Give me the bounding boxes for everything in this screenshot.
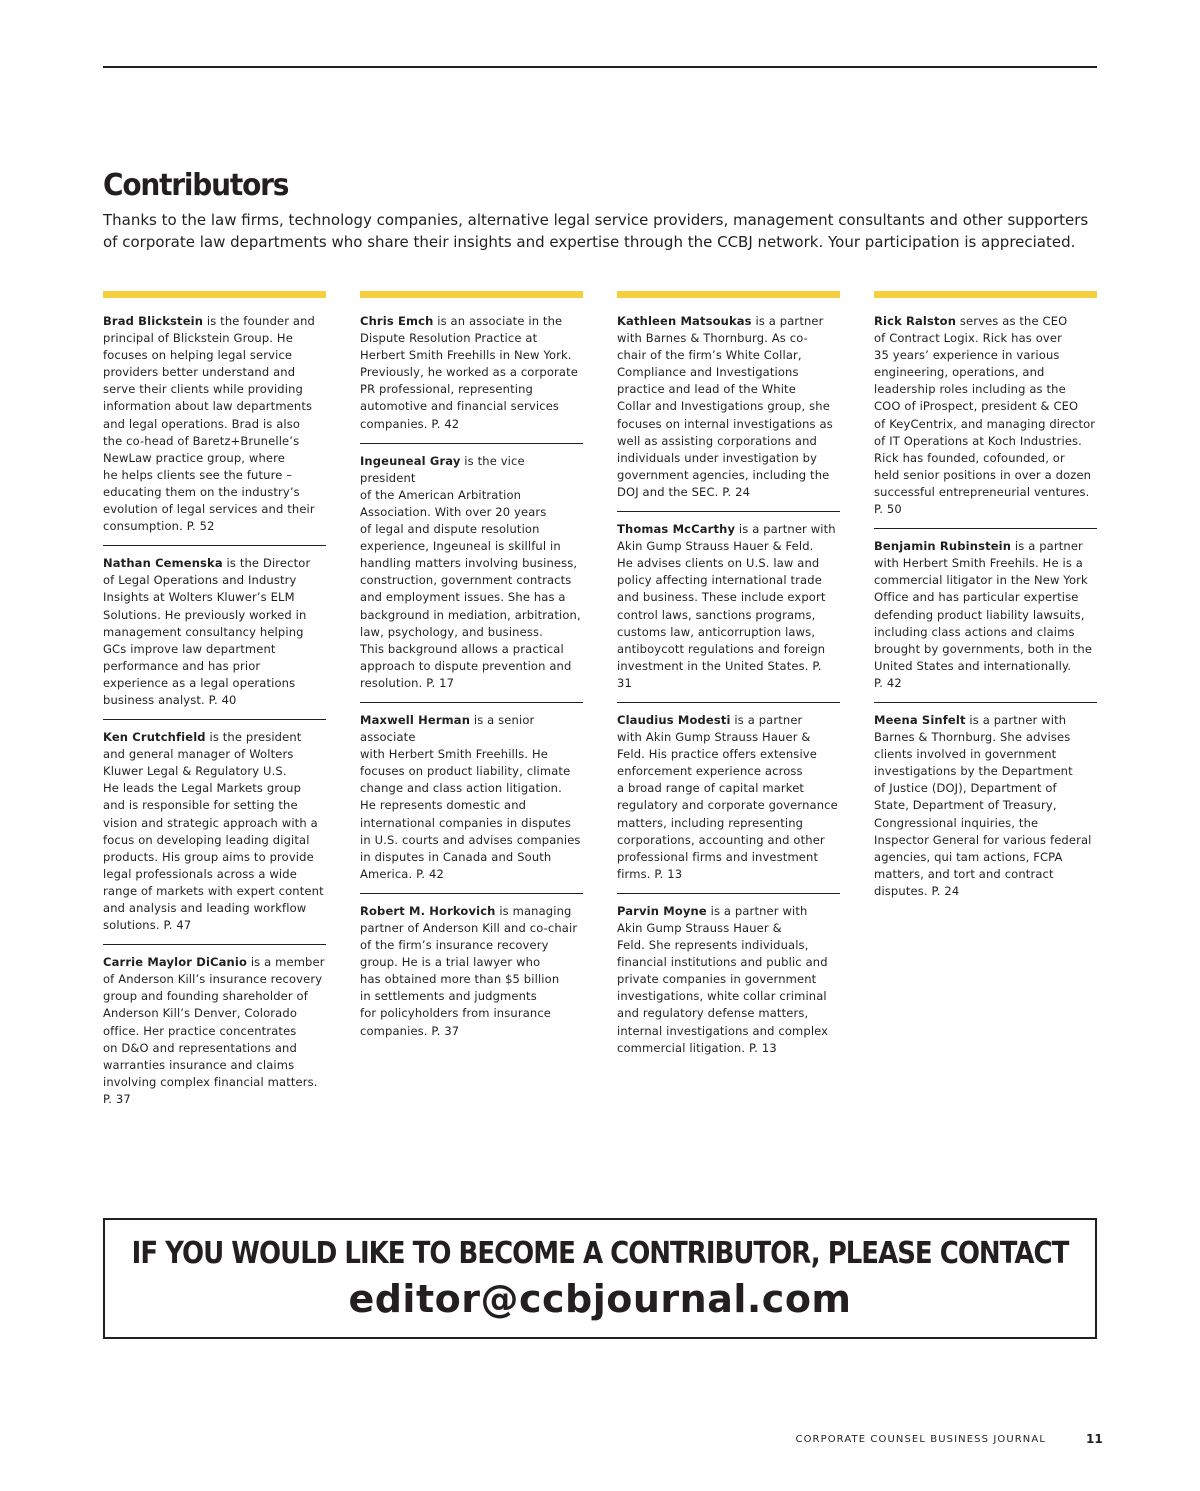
contributor-bio: is managing partner of Anderson Kill and co-chair of the firm’s insurance recovery group. He is a trial lawyer who has obtained more than $5 billion in settlements and judgments for policyholders from insurance companies. P. 37 [360,903,578,1038]
contributor-bio: serves as the CEO of Contract Logix. Rick has over 35 years’ experience in various engineering, operations, and leadership roles including as the COO of iProspect, president & CEO of KeyCentrix, and managing director of IT Operations at Koch Industries. Rick has founded, cofounded, or held senior positions in over a dozen successful entrepreneurial ventures. P. 50 [874,314,1096,517]
contributors-column-1 [103,291,326,1127]
cta-heading: IF YOU WOULD LIKE TO BECOME A CONTRIBUTOR, PLEASE CONTACT [131,1236,1069,1272]
contributor-cta-box [103,1218,1097,1339]
contributor-bio: is a member of Anderson Kill’s insurance recovery group and founding shareholder of Anderson Kill’s Denver, Colorado office. Her practice concentrates on D&O and representations and warranties insurance and claims involving complex financial matters. P. 37 [103,955,325,1106]
contributor-name: Carrie Maylor DiCanio [103,955,248,970]
contributor-entry [617,313,840,512]
contributor-entry [103,954,326,1118]
intro-paragraph: Thanks to the law firms, technology companies, alternative legal service providers, management consultants and other supporters of corporate law departments who share their insights and expertise through the CCBJ network. Your participation is appreciated. [103,211,1089,251]
contributors-column-4 [874,291,1097,919]
contributor-name: Maxwell Herman [360,712,471,727]
contributor-bio: is the founder and principal of Blickstein Group. He focuses on helping legal service providers better understand and serve their clients while providing information about law departments and legal operations. Brad is also the co-head of Baretz+Brunelle’s NewLaw practice group, where he helps clients see the future – educating them on the industry’s evolution of legal services and their consumption. P. 52 [103,314,316,534]
column-accent-bar [617,291,840,298]
contributor-name: Rick Ralston [874,314,957,328]
cta-email-link[interactable]: editor@ccbjournal.com [348,1277,852,1321]
contributor-bio: is a partner with Akin Gump Strauss Hauer & Feld. His practice offers extensive enforcement experience across a broad range of capital market regulatory and corporate governance matters, including representing corporations, accounting and other professional firms and investment firms. P. 13 [617,712,838,881]
contributor-name: Ingeuneal Gray [360,453,461,468]
contributor-bio: is an associate in the Dispute Resolution Practice at Herbert Smith Freehills in New York. Previously, he worked as a corporate PR professional, representing automotive and financial services companies. P. 42 [360,314,578,431]
contributor-name: Brad Blickstein [103,314,204,328]
contributor-bio: is a partner with Akin Gump Strauss Hauer & Feld. She represents individuals, financial institutions and public and private companies in government investigations, white collar criminal and regulatory defense matters, internal investigations and complex commercial litigation. P. 13 [617,903,829,1055]
contributor-entry [874,313,1097,529]
contributor-bio: is a partner with Barnes & Thornburg. As co- chair of the firm’s White Collar, Compliance and Investigations practice and lead of the White Collar and Investigations group, she focuses on internal investigations as well as assisting corporations and individuals under investigation by government agencies, including the DOJ and the SEC. P. 24 [617,314,833,499]
contributor-name: Chris Emch [360,314,434,328]
contributor-entry [103,313,326,546]
contributor-name: Meena Sinfelt [874,712,966,727]
contributor-bio: is a partner with Herbert Smith Freehils. He is a commercial litigator in the New York Office and has particular expertise defending product liability lawsuits, including class actions and claims brought by governments, both in the United States and internationally. P. 42 [874,539,1093,690]
column-accent-bar [103,291,326,298]
contributor-entry [103,729,326,945]
contributor-bio: is a partner with Akin Gump Strauss Hauer & Feld. He advises clients on U.S. law and policy affecting international trade and business. These include export control laws, sanctions programs, customs law, anticorruption laws, antiboycott regulations and foreign investment in the United States. P. 31 [617,522,836,690]
contributor-bio: is the vice president of the American Arbitration Association. With over 20 years of legal and dispute resolution experience, Ingeuneal is skillful in handling matters involving business, construction, government contracts and employment issues. She has a background in mediation, arbitration, law, psychology, and business. This background allows a practical approach to dispute prevention and resolution. P. 17 [360,453,581,690]
contributors-column-3 [617,291,840,1076]
contributor-name: Robert M. Horkovich [360,903,496,918]
contributor-entry [360,712,583,894]
contributor-entry [360,903,583,1050]
contributor-entry [617,903,840,1067]
contributor-name: Benjamin Rubinstein [874,539,1012,554]
contributor-entry [103,555,326,720]
contributor-name: Thomas McCarthy [617,522,736,537]
column-accent-bar [874,291,1097,298]
contributor-entry [617,712,840,894]
contributors-column-2 [360,291,583,1059]
column-accent-bar [360,291,583,298]
contributor-name: Nathan Cemenska [103,556,223,571]
contributor-entry [360,313,583,444]
contributor-name: Ken Crutchfield [103,730,206,745]
page-title: Contributors [103,167,289,203]
footer-publication-name: CORPORATE COUNSEL BUSINESS JOURNAL [795,1434,1046,1445]
contributor-bio: is a partner with Barnes & Thornburg. She advises clients involved in government investigations by the Department of Justice (DOJ), Department of State, Department of Treasury, Congressional inquiries, the Inspector General for various federal agencies, qui tam actions, FCPA matters, and tort and contract disputes. P. 24 [874,712,1092,898]
footer-page-number: 11 [1086,1432,1103,1446]
top-divider [103,66,1097,68]
contributor-name: Kathleen Matsoukas [617,314,752,328]
contributor-name: Claudius Modesti [617,712,731,727]
contributor-bio: is a senior associate with Herbert Smith Freehills. He focuses on product liability, climate change and class action litigation. He represents domestic and international companies in disputes in U.S. courts and advises companies in disputes in Canada and South America. P. 42 [360,712,581,881]
contributor-entry [617,521,840,703]
contributor-bio: is the president and general manager of Wolters Kluwer Legal & Regulatory U.S. He leads the Legal Markets group and is responsible for setting the vision and strategic approach with a focus on developing leading digital products. His group aims to provide legal professionals across a wide range of markets with expert content and analysis and leading workflow solutions. P. 47 [103,730,324,933]
contributor-name: Parvin Moyne [617,903,707,918]
contributor-entry [874,538,1097,703]
contributor-entry [360,453,583,703]
contributor-bio: is the Director of Legal Operations and Industry Insights at Wolters Kluwer’s ELM Solutions. He previously worked in management consultancy helping GCs improve law department performance and has prior experience as a legal operations business analyst. P. 40 [103,556,311,707]
contributor-entry [874,712,1097,910]
